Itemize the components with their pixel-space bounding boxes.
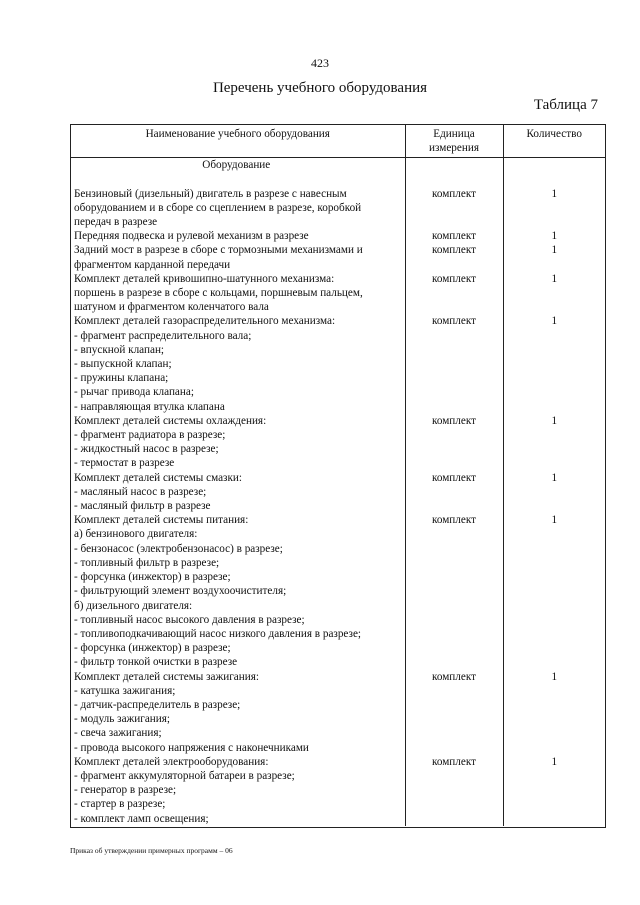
header-unit: Единица измерения — [405, 125, 503, 158]
quantity-cell: 1 — [503, 187, 605, 230]
equipment-name-line: - жидкостный насос в разрезе; — [74, 443, 219, 456]
table-body — [71, 158, 605, 826]
equipment-table — [71, 125, 605, 826]
equipment-name-line: а) бензинового двигателя: — [74, 528, 198, 541]
table-row — [71, 243, 605, 271]
equipment-name-line: - модуль зажигания; — [74, 713, 171, 726]
equipment-name — [71, 272, 405, 315]
equipment-name-line: - форсунка (инжектор) в разрезе; — [74, 642, 231, 655]
equipment-name-line: Передняя подвеска и рулевой механизм в разрезе — [74, 230, 309, 243]
equipment-name-line: Комплект деталей системы зажигания: — [74, 670, 260, 683]
equipment-name — [71, 670, 405, 755]
table-row — [71, 414, 605, 471]
unit-cell: комплект — [405, 513, 503, 669]
quantity-cell: 1 — [503, 755, 605, 826]
footer-note: Приказ об утверждении примерных программ – 06 — [70, 846, 233, 855]
equipment-name-line: - масляный фильтр в разрезе — [74, 500, 211, 513]
equipment-name-line: - фрагмент распределительного вала; — [74, 329, 252, 342]
unit-cell: комплект — [405, 229, 503, 243]
table-row — [71, 272, 605, 315]
equipment-name-line: - топливный насос высокого давления в разрезе; — [74, 613, 305, 626]
equipment-name-line: Комплект деталей системы смазки: — [74, 471, 243, 484]
equipment-name — [71, 471, 405, 514]
header-quantity: Количество — [503, 125, 605, 158]
unit-cell: комплект — [405, 471, 503, 514]
table-row — [71, 670, 605, 755]
unit-cell: комплект — [405, 187, 503, 230]
equipment-name-line: передач в разрезе — [74, 216, 158, 229]
section-unit-empty — [405, 158, 503, 173]
equipment-name-line: шатуном и фрагментом коленчатого вала — [74, 301, 269, 314]
equipment-name-line: - стартер в разрезе; — [74, 798, 166, 811]
header-name: Наименование учебного оборудования — [71, 125, 405, 158]
equipment-name-line: - провода высокого напряжения с наконечниками — [74, 741, 309, 754]
equipment-name-line: - бензонасос (электробензонасос) в разрезе; — [74, 542, 283, 555]
section-qty-empty — [503, 158, 605, 173]
table-row — [71, 513, 605, 669]
equipment-name-line: Задний мост в разрезе в сборе с тормозными механизмами и — [74, 244, 363, 257]
equipment-name-line: - фрагмент радиатора в разрезе; — [74, 429, 226, 442]
equipment-name-line: - форсунка (инжектор) в разрезе; — [74, 571, 231, 584]
equipment-name-line: - выпускной клапан; — [74, 358, 172, 371]
unit-cell: комплект — [405, 314, 503, 413]
table-row — [71, 471, 605, 514]
equipment-name-line: б) дизельного двигателя: — [74, 599, 193, 612]
quantity-cell: 1 — [503, 414, 605, 471]
equipment-name-line: - катушка зажигания; — [74, 684, 176, 697]
quantity-cell: 1 — [503, 243, 605, 271]
equipment-name-line: Комплект деталей системы питания: — [74, 514, 249, 527]
equipment-name-line: поршень в разрезе в сборе с кольцами, поршневым пальцем, — [74, 287, 363, 300]
quantity-cell: 1 — [503, 314, 605, 413]
page-number: 423 — [311, 56, 329, 70]
equipment-name-line: - фрагмент аккумуляторной батареи в разрезе; — [74, 769, 295, 782]
equipment-name — [71, 243, 405, 271]
spacer-cell — [71, 173, 405, 187]
equipment-name — [71, 755, 405, 826]
equipment-name-line: - свеча зажигания; — [74, 727, 162, 740]
equipment-name-line: Комплект деталей газораспределительного механизма: — [74, 315, 336, 328]
quantity-cell: 1 — [503, 229, 605, 243]
equipment-name-line: оборудованием и в сборе со сцеплением в разрезе, коробкой — [74, 201, 362, 214]
equipment-name-line: Комплект деталей электрооборудования: — [74, 755, 269, 768]
quantity-cell: 1 — [503, 471, 605, 514]
equipment-name-line: - фильтрующий элемент воздухоочистителя; — [74, 585, 287, 598]
equipment-name — [71, 513, 405, 669]
document-title: Перечень учебного оборудования — [212, 80, 428, 96]
table-row — [71, 314, 605, 413]
unit-cell: комплект — [405, 414, 503, 471]
quantity-cell: 1 — [503, 272, 605, 315]
section-title: Оборудование — [202, 159, 271, 172]
equipment-name-line: - пружины клапана; — [74, 372, 169, 385]
spacer-cell — [405, 173, 503, 187]
unit-cell: комплект — [405, 272, 503, 315]
equipment-name — [71, 314, 405, 413]
equipment-name-line: - топливный фильтр в разрезе; — [74, 556, 220, 569]
equipment-name — [71, 229, 405, 243]
equipment-name-line: Комплект деталей системы охлаждения: — [74, 414, 267, 427]
table-caption: Таблица 7 — [533, 97, 598, 113]
equipment-name — [71, 414, 405, 471]
section-row — [71, 158, 605, 173]
equipment-name-line: - масляный насос в разрезе; — [74, 485, 207, 498]
equipment-name-line: фрагментом карданной передачи — [74, 258, 231, 271]
equipment-name-line: - датчик-распределитель в разрезе; — [74, 698, 241, 711]
equipment-name-line: - впускной клапан; — [74, 343, 165, 356]
spacer-cell — [503, 173, 605, 187]
equipment-name-line: - генератор в разрезе; — [74, 784, 177, 797]
unit-cell: комплект — [405, 755, 503, 826]
unit-cell: комплект — [405, 670, 503, 755]
equipment-name-line: - фильтр тонкой очистки в разрезе — [74, 656, 238, 669]
spacer-row — [71, 173, 605, 187]
table-row — [71, 229, 605, 243]
quantity-cell: 1 — [503, 670, 605, 755]
equipment-name-line: Бензиновый (дизельный) двигатель в разрезе с навесным — [74, 187, 347, 200]
equipment-name-line: Комплект деталей кривошипно-шатунного механизма: — [74, 272, 335, 285]
unit-cell: комплект — [405, 243, 503, 271]
table-row — [71, 187, 605, 230]
equipment-name-line: - топливоподкачивающий насос низкого давления в разрезе; — [74, 627, 362, 640]
table-row — [71, 755, 605, 826]
equipment-name-line: - термостат в разрезе — [74, 457, 175, 470]
equipment-name — [71, 187, 405, 230]
table-header-row — [71, 125, 605, 158]
equipment-name-line: - рычаг привода клапана; — [74, 386, 194, 399]
quantity-cell: 1 — [503, 513, 605, 669]
equipment-name-line: - комплект ламп освещения; — [74, 812, 209, 825]
equipment-table-container — [70, 124, 606, 828]
equipment-name-line: - направляющая втулка клапана — [74, 400, 225, 413]
